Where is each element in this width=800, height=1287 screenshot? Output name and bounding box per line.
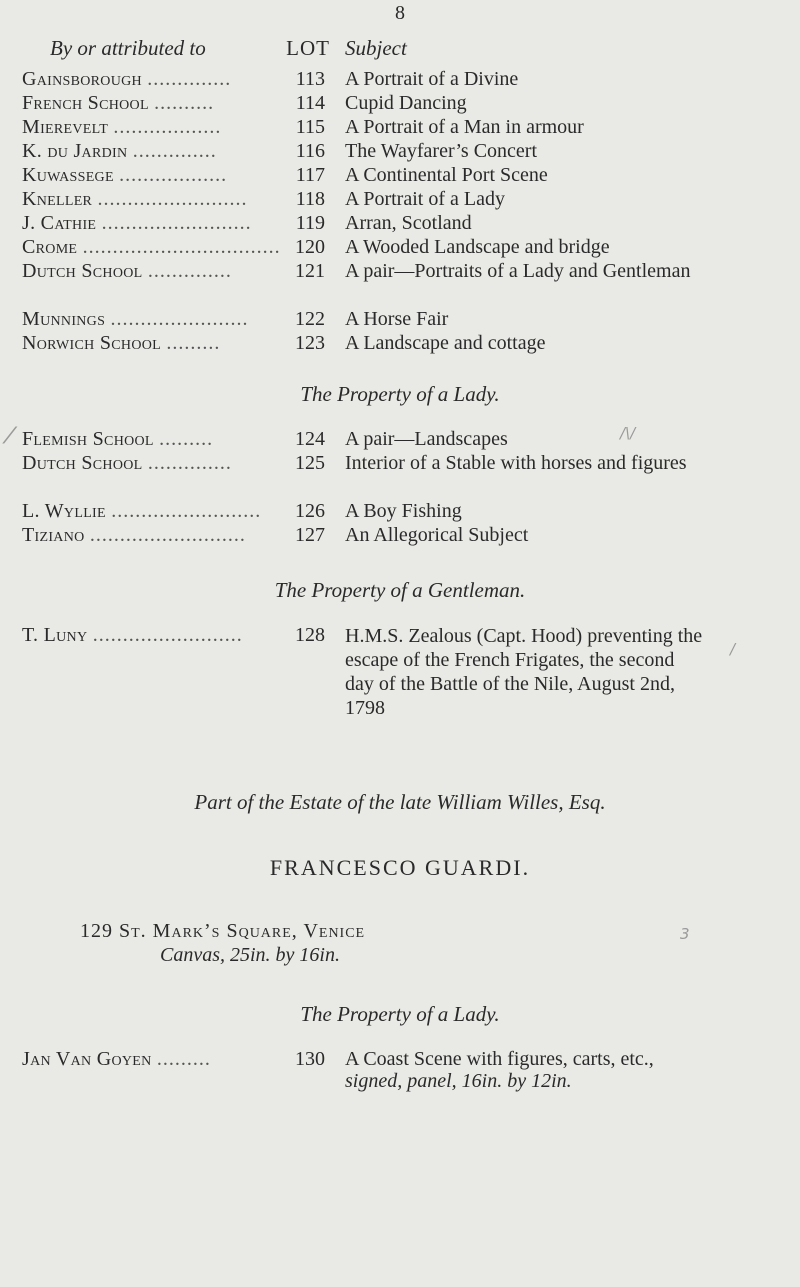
lot-number: 118	[295, 188, 325, 210]
artist-name: Crome .................................	[22, 236, 281, 258]
lot-number: 115	[295, 116, 325, 138]
artist-name: Kuwassege ..................	[22, 164, 228, 186]
lot-subject: H.M.S. Zealous (Capt. Hood) preventing the escape of the French Frigates, the second day of the Battle of the Nile, August 2nd, 1798	[345, 625, 703, 719]
artist-name: Gainsborough ..............	[22, 68, 232, 90]
lot-row	[0, 116, 800, 138]
lot-number: 122	[295, 308, 325, 330]
lot-subject: Interior of a Stable with horses and figures	[345, 452, 687, 474]
pencil-mark: ⁄	[8, 424, 12, 449]
lot-row	[0, 68, 800, 90]
lot-number: 113	[295, 68, 325, 90]
lot-subject: An Allegorical Subject	[345, 524, 529, 546]
lot-number: 130	[295, 1048, 325, 1070]
artist-name: Tiziano ..........................	[22, 524, 246, 546]
lot-row	[0, 308, 800, 330]
pencil-mark: /\/	[620, 424, 636, 442]
lot-row	[0, 1048, 800, 1094]
section-heading: The Property of a Lady.	[300, 382, 500, 406]
page-number: 8	[395, 2, 405, 24]
lot-number: 117	[295, 164, 325, 186]
lot-subject: A Landscape and cottage	[345, 332, 546, 354]
artist-name: L. Wyllie .........................	[22, 500, 262, 522]
artist-name: J. Cathie .........................	[22, 212, 252, 234]
lot-subject: A Portrait of a Divine	[345, 68, 519, 90]
lot-subject: A Continental Port Scene	[345, 164, 548, 186]
section-heading: The Property of a Lady.	[300, 1002, 500, 1026]
lot-number: 125	[295, 452, 325, 474]
artist-name: Flemish School .........	[22, 428, 214, 450]
lot-subject: The Wayfarer’s Concert	[345, 140, 538, 162]
artist-name: Jan Van Goyen .........	[22, 1048, 211, 1070]
artist-heading: FRANCESCO GUARDI.	[269, 855, 531, 880]
lot-row	[0, 188, 800, 210]
lot-subject: A Horse Fair	[345, 308, 449, 330]
pencil-mark: 3	[680, 925, 690, 943]
lot-subject: A Portrait of a Lady	[345, 188, 505, 210]
lot-subject-line: A Coast Scene with figures, carts, etc.,	[345, 1048, 654, 1070]
lot-number: 124	[295, 428, 325, 450]
lot-row	[0, 500, 800, 522]
lot-row	[0, 332, 800, 354]
section-heading: Part of the Estate of the late William Willes, Esq.	[194, 790, 606, 814]
column-header-subject: Subject	[345, 36, 407, 60]
lot-subject: Arran, Scotland	[345, 212, 472, 234]
lot-row	[0, 428, 800, 450]
lot-129-title: 129 St. Mark’s Square, Venice	[80, 920, 366, 942]
lot-subject	[345, 1048, 785, 1092]
lot-number: 116	[295, 140, 325, 162]
lot-number: 121	[295, 260, 325, 282]
section-heading: The Property of a Gentleman.	[274, 578, 526, 602]
lot-row	[0, 452, 800, 498]
column-header-lot: LOT	[286, 36, 330, 60]
lot-number: 119	[295, 212, 325, 234]
lot-number: 128	[295, 624, 325, 646]
lot-subject: A Wooded Landscape and bridge	[345, 236, 610, 258]
artist-name: Mierevelt ..................	[22, 116, 222, 138]
lot-row	[0, 524, 800, 546]
lot-row	[0, 236, 800, 258]
lot-number: 120	[295, 236, 325, 258]
artist-name: Norwich School .........	[22, 332, 221, 354]
lot-129-medium: Canvas, 25in. by 16in.	[160, 944, 340, 966]
artist-name: Kneller .........................	[22, 188, 248, 210]
lot-number: 123	[295, 332, 325, 354]
lot-row	[0, 140, 800, 162]
lot-row	[0, 212, 800, 234]
artist-name: T. Luny .........................	[22, 624, 243, 646]
artist-name: K. du Jardin ..............	[22, 140, 217, 162]
artist-name: Dutch School ..............	[22, 452, 232, 474]
lot-subject: Cupid Dancing	[345, 92, 467, 114]
artist-name: Munnings .......................	[22, 308, 249, 330]
column-header-artist: By or attributed to	[50, 36, 206, 60]
lot-subject: A Portrait of a Man in armour	[345, 116, 584, 138]
lot-number: 127	[295, 524, 325, 546]
pencil-mark: /	[730, 640, 736, 658]
lot-row	[0, 624, 800, 744]
lot-subject: A Boy Fishing	[345, 500, 462, 522]
lot-subject: A pair—Landscapes	[345, 428, 508, 450]
lot-number: 126	[295, 500, 325, 522]
lot-number: 114	[295, 92, 325, 114]
lot-row	[0, 164, 800, 186]
artist-name: French School ..........	[22, 92, 215, 114]
lot-subject-detail: signed, panel, 16in. by 12in.	[345, 1070, 572, 1092]
lot-subject: A pair—Portraits of a Lady and Gentleman	[345, 260, 691, 282]
lot-row	[0, 260, 800, 306]
artist-name: Dutch School ..............	[22, 260, 232, 282]
lot-row	[0, 92, 800, 114]
